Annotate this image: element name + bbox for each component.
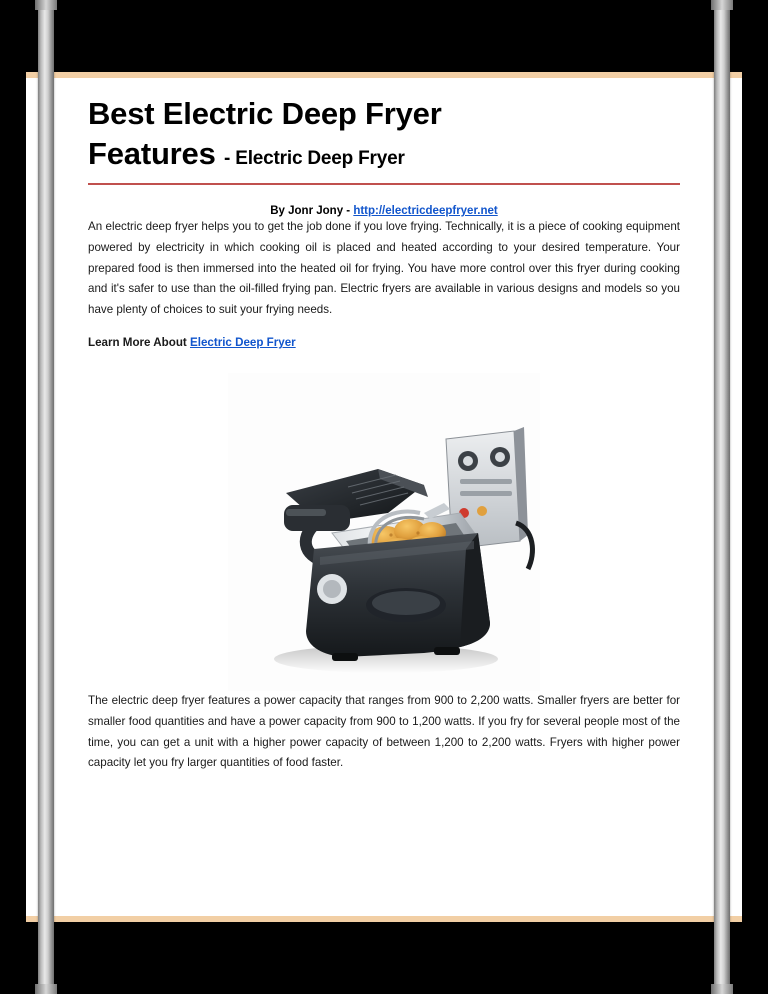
frame-top-band bbox=[26, 0, 742, 72]
title-divider bbox=[88, 183, 680, 185]
frame-bottom-accent-line bbox=[26, 916, 742, 922]
byline-site-link[interactable]: http://electricdeepfryer.net bbox=[353, 205, 498, 218]
column-cap-bottom-right bbox=[711, 984, 733, 994]
decorative-column-left bbox=[38, 0, 54, 994]
byline-author: By Jonr Jony - bbox=[270, 205, 354, 218]
title-line-2: Features bbox=[88, 135, 216, 171]
product-image bbox=[228, 373, 540, 691]
title-suffix: - Electric Deep Fryer bbox=[224, 147, 405, 169]
column-cap-bottom-left bbox=[35, 984, 57, 994]
learn-more-line bbox=[88, 336, 680, 349]
paragraph-power-capacity: The electric deep fryer features a power capacity that ranges from 900 to 2,200 watts. Smaller fryers are better for smaller food quantities and have a power capacity from 900 to 1,200 watts. If you fry for several people most of the time, you can get a unit with a higher power capacity of between 1,200 to 2,200 watts. Fryers with higher power capacity let you fry larger quantities of food faster. bbox=[88, 694, 680, 770]
learn-more-label: Learn More About bbox=[88, 336, 190, 350]
decorative-column-right bbox=[714, 0, 730, 994]
frame-left-bar bbox=[0, 0, 26, 994]
page-title bbox=[88, 94, 680, 173]
column-cap-top-right bbox=[711, 0, 733, 10]
deep-fryer-illustration bbox=[228, 373, 540, 691]
figure-block bbox=[88, 373, 680, 691]
column-cap-top-left bbox=[35, 0, 57, 10]
frame-bottom-band bbox=[26, 922, 742, 994]
paragraph-intro: An electric deep fryer helps you to get the job done if you love frying. Technically, it is a piece of cooking equipment powered by electricity in which cooking oil is placed and heated according to your desired temperature. Your prepared food is then immersed into the heated oil for frying. You have more control over this fryer during cooking and it's safer to use than the oil-filled frying pan. Electric fryers are available in various designs and models so you have plenty of choices to suit your frying needs. bbox=[88, 220, 680, 316]
title-line-1: Best Electric Deep Fryer bbox=[88, 96, 442, 131]
article-content bbox=[88, 94, 680, 774]
byline bbox=[88, 205, 680, 217]
frame-right-bar bbox=[742, 0, 768, 994]
learn-more-link[interactable]: Electric Deep Fryer bbox=[189, 336, 296, 350]
